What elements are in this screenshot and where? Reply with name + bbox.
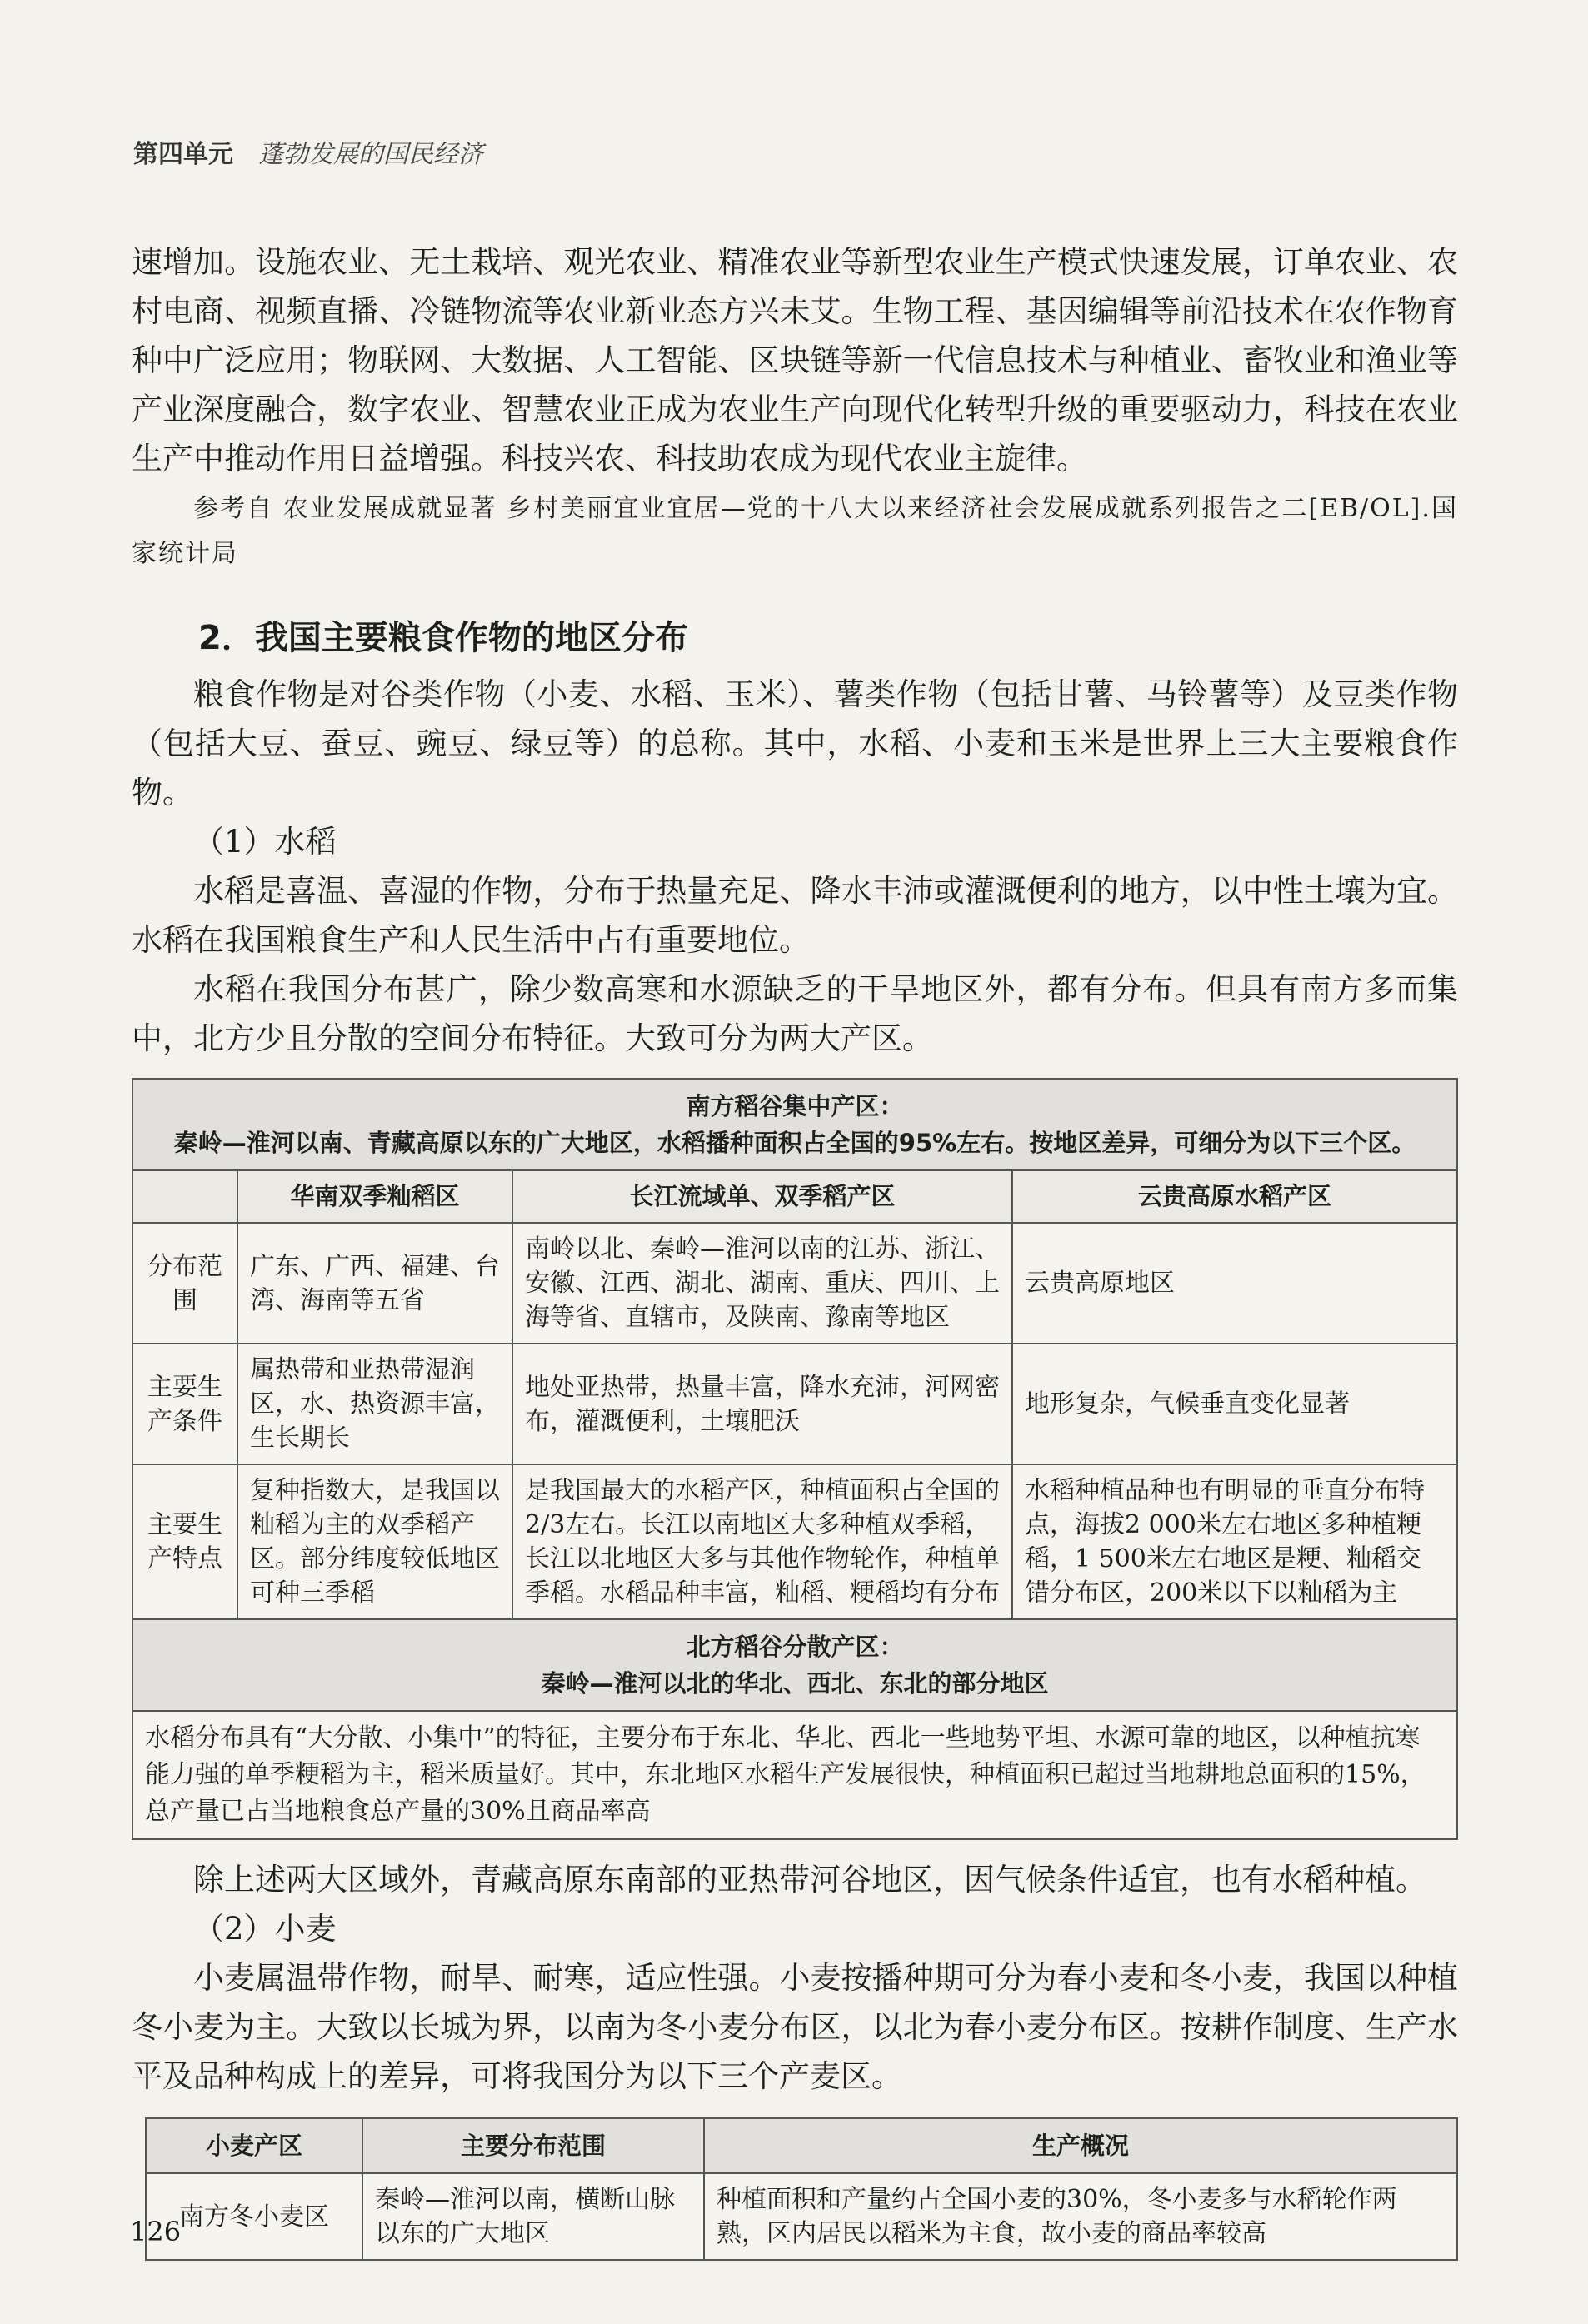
subheading-wheat: （2）小麦 — [193, 1911, 337, 1947]
unit-label: 第四单元 — [133, 140, 233, 169]
table-row — [132, 1464, 1457, 1619]
column-header: 生产概况 — [704, 2118, 1457, 2173]
paragraph-grain-definition: 粮食作物是对谷类作物（小麦、水稻、玉米）、薯类作物（包括甘薯、马铃薯等）及豆类作物（包括大豆、蚕豆、豌豆、绿豆等）的总称。其中，水稻、小麦和玉米是世界上三大主要粮食作物。 — [132, 676, 1458, 810]
paragraph-continuation: 速增加。设施农业、无土栽培、观光农业、精准农业等新型农业生产模式快速发展，订单农业、农村电商、视频直播、冷链物流等农业新业态方兴未艾。生物工程、基因编辑等前沿技术在农作物育种中广泛应用；物联网、大数据、人工智能、区块链等新一代信息技术与种植业、畜牧业和渔业等产业深度融合，数字农业、智慧农业正成为农业生产向现代化转型升级的重要驱动力，科技在农业生产中推动作用日益增强。科技兴农、科技助农成为现代农业主旋律。 — [132, 244, 1458, 476]
column-header: 主要分布范围 — [362, 2118, 704, 2173]
table-cell: 是我国最大的水稻产区，种植面积占全国的2/3左右。长江以南地区大多种植双季稻，长江以北地区大多与其他作物轮作，种植单季稻。水稻品种丰富，籼稻、粳稻均有分布 — [512, 1464, 1012, 1619]
table-cell: 属热带和亚热带湿润区，水、热资源丰富，生长期长 — [237, 1344, 512, 1464]
column-header: 小麦产区 — [146, 2118, 362, 2173]
page-number: 126 — [130, 2216, 182, 2247]
running-header — [133, 133, 483, 170]
unit-title: 蓬勃发展的国民经济 — [258, 140, 483, 169]
table-cell: 秦岭—淮河以南，横断山脉以东的广大地区 — [362, 2173, 704, 2260]
paragraph-rice-distribution: 水稻在我国分布甚广，除少数高寒和水源缺乏的干旱地区外，都有分布。但具有南方多而集中，北方少且分散的空间分布特征。大致可分为两大产区。 — [132, 971, 1458, 1056]
south-banner-title: 南方稻谷集中产区： — [686, 1092, 904, 1120]
table-cell: 种植面积和产量约占全国小麦的30%，冬小麦多与水稻轮作两熟，区内居民以稻米为主食，故小麦的商品率较高 — [704, 2173, 1457, 2260]
subheading-rice: （1）水稻 — [193, 824, 337, 860]
reference-note: 参考自 农业发展成就显著 乡村美丽宜业宜居—党的十八大以来经济社会发展成就系列报告之二[EB/OL].国家统计局 — [132, 494, 1458, 568]
north-banner-title: 北方稻谷分散产区： — [686, 1633, 904, 1661]
table-cell: 云贵高原地区 — [1012, 1223, 1457, 1344]
south-banner-desc: 秦岭—淮河以南、青藏高原以东的广大地区，水稻播种面积占全国的95%左右。按地区差异，可细分为以下三个区。 — [173, 1129, 1416, 1157]
table-row — [146, 2173, 1457, 2260]
column-header: 华南双季籼稻区 — [237, 1170, 512, 1223]
corner-cell — [132, 1170, 237, 1223]
rice-region-table — [132, 1078, 1458, 1840]
row-header: 主要生产特点 — [132, 1464, 237, 1619]
page-content — [132, 237, 1458, 2261]
section-title: 2．我国主要粮食作物的地区分布 — [198, 619, 688, 657]
table-cell: 广东、广西、福建、台湾、海南等五省 — [237, 1223, 512, 1344]
south-region-banner — [132, 1079, 1457, 1170]
paragraph-wheat-intro: 小麦属温带作物，耐旱、耐寒，适应性强。小麦按播种期可分为春小麦和冬小麦，我国以种植冬小麦为主。大致以长城为界，以南为冬小麦分布区，以北为春小麦分布区。按耕作制度、生产水平及品种构成上的差异，可将我国分为以下三个产麦区。 — [132, 1960, 1458, 2094]
table-cell: 地处亚热带，热量丰富，降水充沛，河网密布，灌溉便利，土壤肥沃 — [512, 1344, 1012, 1464]
paragraph-other-regions: 除上述两大区域外，青藏高原东南部的亚热带河谷地区，因气候条件适宜，也有水稻种植。 — [193, 1862, 1426, 1898]
table-cell: 南岭以北、秦岭—淮河以南的江苏、浙江、安徽、江西、湖北、湖南、重庆、四川、上海等省、直辖市，及陕南、豫南等地区 — [512, 1223, 1012, 1344]
column-header: 云贵高原水稻产区 — [1012, 1170, 1457, 1223]
table-cell: 南方冬小麦区 — [146, 2173, 362, 2260]
paragraph-rice-intro: 水稻是喜温、喜湿的作物，分布于热量充足、降水丰沛或灌溉便利的地方，以中性土壤为宜。水稻在我国粮食生产和人民生活中占有重要地位。 — [132, 873, 1458, 958]
table-row — [132, 1223, 1457, 1344]
column-header: 长江流域单、双季稻产区 — [512, 1170, 1012, 1223]
table-cell: 水稻种植品种也有明显的垂直分布特点，海拔2 000米左右地区多种植粳稻，1 500米左右地区是粳、籼稻交错分布区，200米以下以籼稻为主 — [1012, 1464, 1457, 1619]
north-region-text: 水稻分布具有“大分散、小集中”的特征，主要分布于东北、华北、西北一些地势平坦、水源可靠的地区，以种植抗寒能力强的单季粳稻为主，稻米质量好。其中，东北地区水稻生产发展很快，种植面积已超过当地耕地总面积的15%，总产量已占当地粮食总产量的30%且商品率高 — [132, 1711, 1457, 1839]
row-header: 分布范围 — [132, 1223, 237, 1344]
wheat-region-table — [145, 2117, 1458, 2261]
table-cell: 地形复杂，气候垂直变化显著 — [1012, 1344, 1457, 1464]
table-cell: 复种指数大，是我国以籼稻为主的双季稻产区。部分纬度较低地区可种三季稻 — [237, 1464, 512, 1619]
row-header: 主要生产条件 — [132, 1344, 237, 1464]
table-row — [132, 1344, 1457, 1464]
north-region-banner — [132, 1619, 1457, 1711]
north-banner-desc: 秦岭—淮河以北的华北、西北、东北的部分地区 — [541, 1669, 1049, 1698]
